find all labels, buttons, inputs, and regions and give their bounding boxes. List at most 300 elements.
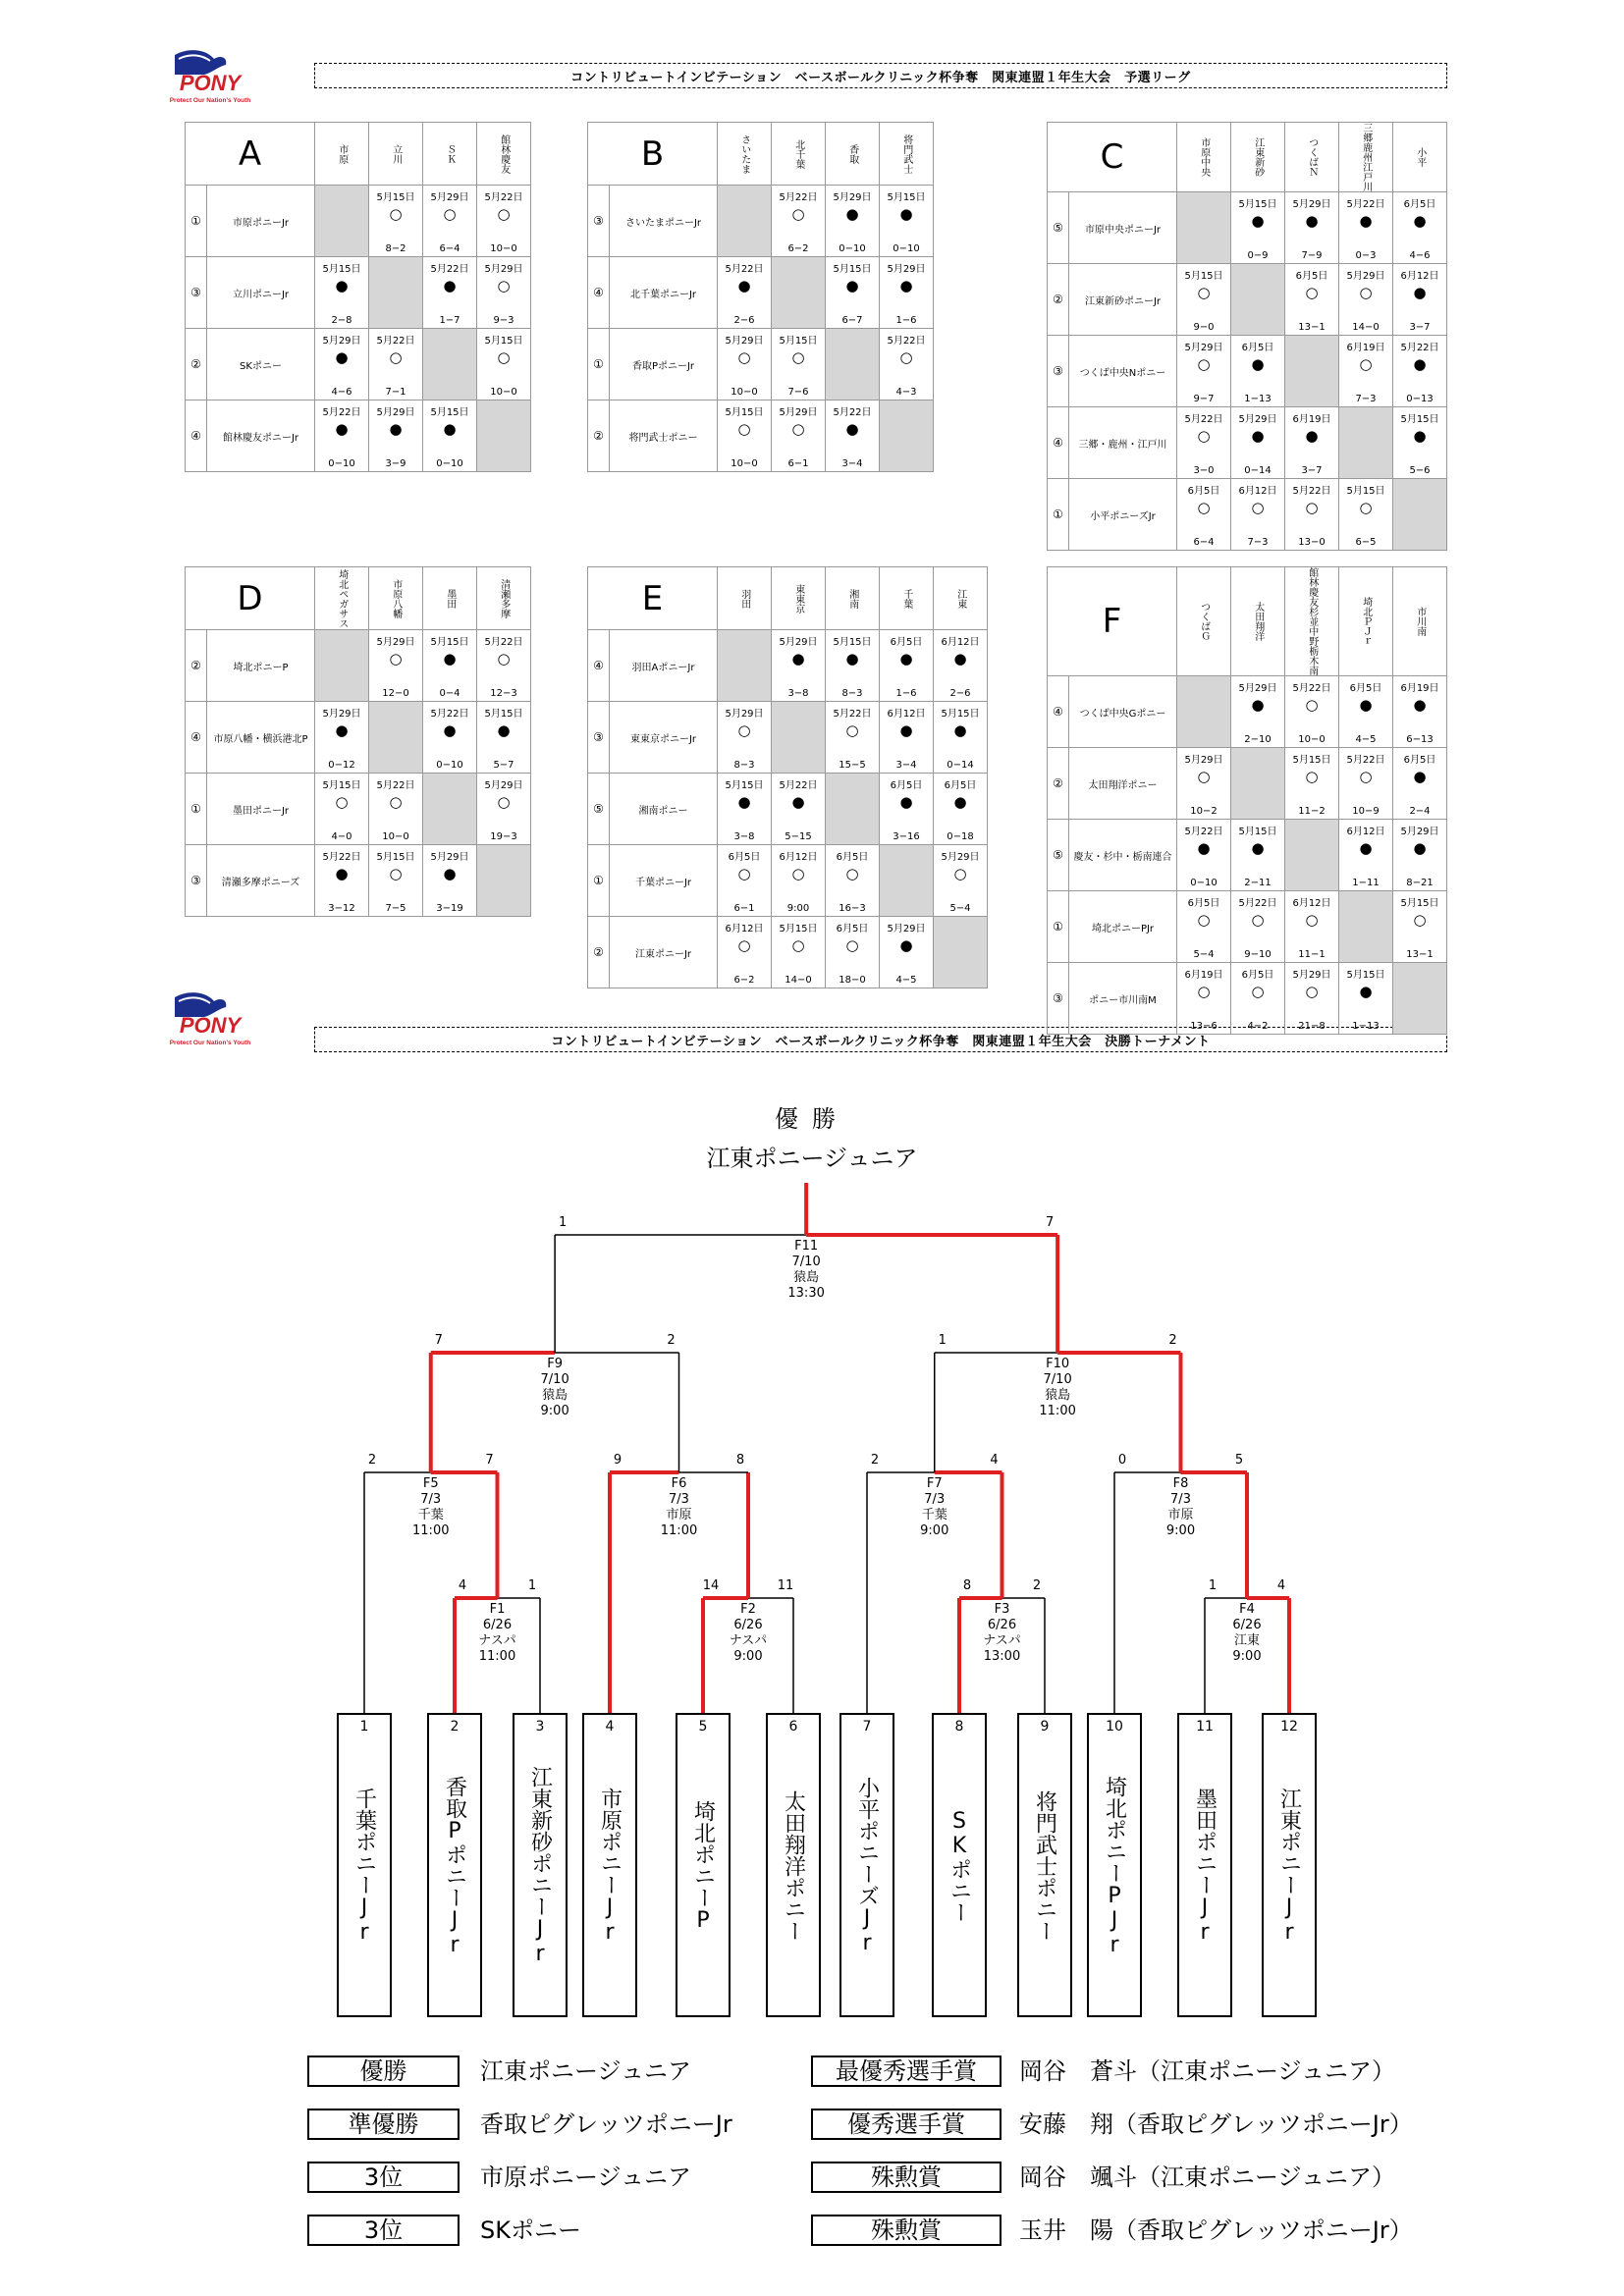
group-column-header: 清瀬多摩 [477,567,531,630]
match-info-line: F1 [489,1602,506,1617]
left-score: 1 [558,1215,568,1230]
match-score: 2−11 [1244,878,1272,888]
match-result-mark: ○ [497,205,511,223]
match-date: 5月15日 [833,264,872,275]
team-name-vertical: 江東ポニーJr [1276,1788,1302,1945]
team-rank: ⑤ [588,774,610,845]
group-letter: A [186,123,315,186]
group-column-header: 北千葉 [772,123,826,186]
team-seed: 10 [1106,1719,1123,1735]
match-score: 10−0 [731,387,758,398]
match-result-mark: ● [443,650,457,667]
team-name: SKポニー [207,329,315,400]
team-name-vertical: 将門武士ポニー [1032,1790,1057,1942]
match-score: 3−9 [385,458,406,469]
team-name-vertical: 香取PポニーJr [442,1775,467,1957]
tournament-team-box [1087,1713,1142,2017]
match-score: 7−5 [385,903,406,914]
team-name: 清瀬多摩ポニーズ [207,845,315,917]
match-score: 10−0 [490,243,517,254]
match-score: 3−0 [1193,465,1215,476]
match-info-line: F10 [1046,1357,1070,1371]
team-rank: ① [186,774,207,845]
match-score: 21−8 [1298,1021,1326,1032]
match-score: 1−7 [439,315,460,326]
match-result-mark: ○ [1305,983,1319,1000]
match-result-mark: ● [1251,839,1265,857]
match-result-mark: ● [1251,427,1265,445]
match-result-mark: ○ [1251,983,1265,1000]
match-date: 5月15日 [725,780,764,791]
match-date: 5月15日 [322,780,361,791]
match-score: 3−4 [895,760,917,771]
award-value: 香取ピグレッツポニーJr [480,2110,732,2138]
match-result-mark: ● [1251,212,1265,230]
match-date: 6月12日 [1292,898,1331,909]
tournament-team-box [1017,1713,1072,2017]
right-score: 2 [1168,1333,1177,1348]
match-result-mark: ● [953,721,967,739]
match-date: 5月22日 [779,780,818,791]
tournament-team-box [839,1713,894,2017]
match-info-line: 6/26 [987,1618,1017,1632]
match-date: 5月22日 [1184,827,1223,837]
match-date: 5月22日 [484,637,523,648]
match-date: 5月22日 [833,709,872,720]
match-date: 6月5日 [1403,755,1436,766]
group-column-header: 将門武士 [880,123,934,186]
award-value: 岡谷 蒼斗（江東ポニージュニア） [1019,2057,1396,2085]
group-column-header: 香取 [826,123,880,186]
match-date: 6月12日 [1400,271,1439,282]
match-result-mark: ○ [791,205,805,223]
match-result-mark: ○ [737,420,751,438]
match-result-mark: ● [1413,696,1427,714]
match-result-mark: ○ [1359,768,1373,785]
team-rank: ② [186,630,207,702]
match-result-mark: ○ [497,650,511,667]
match-score: 7−9 [1301,250,1323,261]
match-score: 4−5 [1355,734,1377,745]
match-info-line: 6/26 [733,1618,763,1632]
match-info-line: 9:00 [540,1404,569,1418]
team-rank: ① [588,329,610,400]
match-result-mark: ● [1413,768,1427,785]
match-result-mark: ○ [1305,768,1319,785]
match-score: 0−14 [1244,465,1272,476]
match-score: 9−10 [1244,949,1272,960]
match-date: 6月19日 [1400,683,1439,694]
match-date: 6月12日 [1346,827,1385,837]
match-result-mark: ○ [1197,355,1211,373]
match-date: 6月5日 [836,924,869,934]
match-date: 6月19日 [1184,970,1223,981]
right-score: 4 [1276,1578,1286,1593]
match-info-line: F7 [926,1476,943,1491]
team-name: ポニー市川南M [1069,963,1177,1035]
match-info-line: 7/10 [791,1255,821,1269]
group-column-header: 墨田 [423,567,477,630]
group-column-header: 館林慶友杉並中野栃木南 [1285,567,1339,676]
champion-team: 江東ポニージュニア [706,1145,918,1172]
match-info-line: 7/3 [1170,1492,1191,1507]
match-result-mark: ○ [1251,911,1265,929]
match-result-mark: ● [791,650,805,667]
match-date: 5月22日 [1346,755,1385,766]
match-score: 3−8 [787,688,809,699]
match-result-mark: ○ [389,865,403,882]
match-result-mark: ○ [1197,284,1211,301]
match-result-mark: ○ [443,205,457,223]
match-result-mark: ○ [389,348,403,366]
match-result-mark: ○ [1305,911,1319,929]
match-info [1232,1602,1261,1665]
match-result-mark: ● [1413,427,1427,445]
svg-text:PONY: PONY [179,71,242,95]
group-column-header: 市原中央 [1177,123,1231,192]
match-result-mark: ● [1197,839,1211,857]
match-result-mark: ● [899,650,913,667]
team-rank: ⑤ [1048,820,1069,891]
match-date: 5月15日 [1400,414,1439,425]
award-label: 優秀選手賞 [811,2109,1001,2140]
match-score: 5−15 [785,831,812,842]
match-result-mark: ○ [737,936,751,954]
match-score: 3−8 [733,831,755,842]
match-score: 11−1 [1298,949,1326,960]
match-result-mark: ● [1251,696,1265,714]
right-score: 4 [990,1453,999,1468]
match-score: 9:00 [786,903,810,914]
right-score: 2 [1032,1578,1042,1593]
right-score: 5 [1234,1453,1244,1468]
match-score: 6−1 [787,458,809,469]
match-date: 5月29日 [1292,970,1331,981]
match-result-mark: ○ [389,205,403,223]
match-result-mark: ○ [737,348,751,366]
match-result-mark: ○ [1197,768,1211,785]
match-result-mark: ● [1305,212,1319,230]
match-result-mark: ○ [1359,284,1373,301]
left-score: 1 [938,1333,947,1348]
group-column-header: 東東京 [772,567,826,630]
match-result-mark: ● [335,277,349,294]
match-info [478,1602,515,1665]
match-date: 5月22日 [1346,199,1385,210]
team-name: 市原中央ポニーJr [1069,192,1177,264]
match-score: 3−16 [893,831,920,842]
match-result-mark: ● [1413,355,1427,373]
award-label: 準優勝 [307,2109,460,2140]
group-column-header: つくばＧ [1177,567,1231,676]
match-result-mark: ● [1413,212,1427,230]
match-score: 0−10 [436,458,463,469]
match-info [1166,1476,1195,1539]
left-score: 8 [962,1578,972,1593]
match-score: 7−6 [787,387,809,398]
tournament-team-box [513,1713,568,2017]
team-rank: ③ [1048,336,1069,407]
team-name: 埼北ポニーPJr [1069,891,1177,963]
group-letter: F [1048,567,1177,676]
match-score: 0−10 [893,243,920,254]
match-info-line: ナスパ [478,1633,516,1648]
match-result-mark: ○ [1305,499,1319,516]
match-score: 6−5 [1355,537,1377,548]
match-result-mark: ● [443,721,457,739]
match-score: 2−6 [949,688,971,699]
match-date: 5月29日 [322,709,361,720]
match-result-mark: ○ [497,348,511,366]
team-seed: 2 [450,1719,460,1735]
match-result-mark: ○ [1197,499,1211,516]
match-result-mark: ○ [497,793,511,811]
match-date: 5月29日 [484,264,523,275]
match-result-mark: ○ [845,936,859,954]
match-date: 6月5日 [1187,486,1220,497]
team-name: 館林慶友ポニーJr [207,400,315,472]
match-date: 5月15日 [833,637,872,648]
match-score: 3−4 [841,458,863,469]
match-result-mark: ● [1359,983,1373,1000]
team-name: 北千葉ポニーJr [610,257,718,329]
award-value: 江東ポニージュニア [480,2057,692,2085]
match-date: 5月15日 [322,264,361,275]
match-result-mark: ● [335,348,349,366]
match-score: 3−19 [436,903,463,914]
match-date: 5月29日 [833,192,872,203]
match-date: 5月29日 [430,852,469,863]
left-score: 0 [1117,1453,1127,1468]
match-date: 6月5日 [1241,970,1274,981]
match-score: 0−18 [947,831,974,842]
match-date: 6月19日 [1346,343,1385,353]
match-date: 5月22日 [1238,898,1277,909]
match-result-mark: ● [389,420,403,438]
match-score: 16−3 [839,903,866,914]
match-date: 6月5日 [890,637,923,648]
match-result-mark: ○ [1359,499,1373,516]
group-column-header: つくばＮ [1285,123,1339,192]
tournament-team-box [676,1713,731,2017]
match-date: 6月5日 [1403,199,1436,210]
match-info-line: 市原 [1167,1508,1194,1522]
match-date: 5月29日 [1346,271,1385,282]
match-result-mark: ● [1413,284,1427,301]
left-score: 2 [870,1453,880,1468]
match-date: 5月22日 [1292,683,1331,694]
team-rank: ② [186,329,207,400]
match-score: 1−11 [1352,878,1380,888]
match-date: 5月29日 [725,336,764,347]
team-name: 埼北ポニーP [207,630,315,702]
match-result-mark: ● [791,793,805,811]
match-date: 5月15日 [1346,970,1385,981]
match-info-line: F4 [1239,1602,1255,1617]
match-result-mark: ○ [1251,499,1265,516]
match-result-mark: ○ [737,721,751,739]
match-date: 5月22日 [430,264,469,275]
match-score: 7−1 [385,387,406,398]
match-score: 6−4 [1193,537,1215,548]
left-score: 1 [1208,1578,1218,1593]
match-score: 13−1 [1298,322,1326,333]
award-label: 優勝 [307,2056,460,2087]
match-score: 4−2 [1247,1021,1269,1032]
match-info [1039,1357,1075,1419]
match-info-line: 6/26 [482,1618,513,1632]
match-result-mark: ○ [1305,284,1319,301]
match-date: 5月29日 [779,407,818,418]
match-date: 6月5日 [836,852,869,863]
match-date: 5月15日 [1238,827,1277,837]
group-column-header: 江東 [934,567,988,630]
match-date: 6月5日 [1349,683,1382,694]
team-name-vertical: 埼北ポニーP [690,1799,716,1933]
match-info-line: 11:00 [660,1523,698,1538]
team-rank: ③ [186,257,207,329]
award-label: 殊勲賞 [811,2162,1001,2193]
match-date: 5月29日 [725,709,764,720]
match-info-line: 猿島 [542,1388,568,1403]
match-result-mark: ○ [1197,911,1211,929]
match-score: 9−0 [1193,322,1215,333]
match-date: 5月22日 [1184,414,1223,425]
match-result-mark: ○ [335,793,349,811]
award-label: 殊勲賞 [811,2215,1001,2246]
match-info-line: 江東 [1233,1633,1261,1648]
team-name: 太田翔洋ポニー [1069,748,1177,820]
match-result-mark: ○ [389,793,403,811]
match-score: 0−10 [328,458,355,469]
match-score: 8−21 [1406,878,1434,888]
match-score: 12−3 [490,688,517,699]
team-rank: ② [588,400,610,472]
match-score: 13−0 [1298,537,1326,548]
group-column-header: ＳＫ [423,123,477,186]
match-score: 10−9 [1352,806,1380,817]
match-result-mark: ● [899,793,913,811]
match-result-mark: ○ [791,936,805,954]
match-date: 5月29日 [430,192,469,203]
team-name: 市原八幡・横浜港北P [207,702,315,774]
match-date: 6月5日 [728,852,761,863]
match-score: 0−3 [1355,250,1377,261]
team-seed: 11 [1196,1719,1214,1735]
match-result-mark: ○ [1197,427,1211,445]
match-result-mark: ● [1251,355,1265,373]
match-score: 0−13 [1406,394,1434,404]
match-info-line: 7/3 [669,1492,689,1507]
team-rank: ② [588,917,610,988]
team-rank: ④ [1048,407,1069,479]
match-date: 5月29日 [1184,343,1223,353]
match-date: 5月15日 [1400,898,1439,909]
match-score: 6−1 [733,903,755,914]
match-score: 9−7 [1193,394,1215,404]
match-info-line: 13:00 [983,1649,1021,1664]
group-column-header: 千葉 [880,567,934,630]
match-score: 10−2 [1190,806,1218,817]
match-result-mark: ● [845,650,859,667]
match-info-line: ナスパ [983,1633,1021,1648]
match-score: 1−13 [1352,1021,1380,1032]
match-score: 1−13 [1244,394,1272,404]
match-score: 1−6 [895,315,917,326]
award-label: 3位 [307,2215,460,2246]
group-column-header: 市原八幡 [369,567,423,630]
match-info [730,1602,767,1665]
team-rank: ④ [588,630,610,702]
left-score: 14 [702,1578,720,1593]
match-info-line: 猿島 [793,1270,820,1285]
match-info-line: ナスパ [729,1633,768,1648]
team-name: さいたまポニーJr [610,186,718,257]
team-seed: 7 [862,1719,872,1735]
match-result-mark: ● [443,865,457,882]
match-result-mark: ○ [791,348,805,366]
team-name-vertical: 墨田ポニーJr [1192,1788,1218,1945]
match-score: 14−0 [785,975,812,986]
match-score: 3−12 [328,903,355,914]
match-result-mark: ● [845,205,859,223]
match-score: 10−0 [490,387,517,398]
team-name: 東東京ポニーJr [610,702,718,774]
match-info-line: 7/10 [1043,1372,1072,1387]
match-result-mark: ● [737,793,751,811]
team-name: 墨田ポニーJr [207,774,315,845]
match-result-mark: ● [899,721,913,739]
match-score: 10−0 [1298,734,1326,745]
match-result-mark: ○ [389,650,403,667]
match-score: 0−10 [436,760,463,771]
match-info-line: 9:00 [733,1649,763,1664]
match-date: 6月12日 [887,709,926,720]
team-name-vertical: 小平ポニーズJr [854,1777,880,1955]
group-column-header: 立川 [369,123,423,186]
team-name: 市原ポニーJr [207,186,315,257]
group-column-header: 湘南 [826,567,880,630]
team-seed: 1 [359,1719,369,1735]
group-column-header: 市原 [315,123,369,186]
match-date: 5月29日 [941,852,980,863]
team-name: 慶友・杉中・栃南連合 [1069,820,1177,891]
match-date: 5月22日 [833,407,872,418]
match-result-mark: ○ [1197,983,1211,1000]
match-info-line: 7/3 [924,1492,946,1507]
group-column-header: 太田翔洋 [1231,567,1285,676]
group-column-header: 館林慶友 [477,123,531,186]
team-name-vertical: 埼北ポニーPJr [1102,1775,1127,1957]
match-result-mark: ● [1305,427,1319,445]
team-name-vertical: SKポニー [947,1809,972,1923]
match-info-line: 千葉 [417,1508,444,1522]
team-rank: ③ [588,186,610,257]
match-score: 9−3 [493,315,514,326]
right-score: 11 [777,1578,794,1593]
match-date: 5月15日 [430,407,469,418]
match-score: 3−7 [1409,322,1431,333]
team-name: 羽田AポニーJr [610,630,718,702]
match-date: 6月12日 [941,637,980,648]
match-score: 15−5 [839,760,866,771]
team-seed: 12 [1280,1719,1298,1735]
match-date: 5月29日 [1400,827,1439,837]
team-name: 香取PポニーJr [610,329,718,400]
match-date: 6月5日 [1295,271,1328,282]
match-score: 0−14 [947,760,974,771]
tournament-team-box [427,1713,482,2017]
